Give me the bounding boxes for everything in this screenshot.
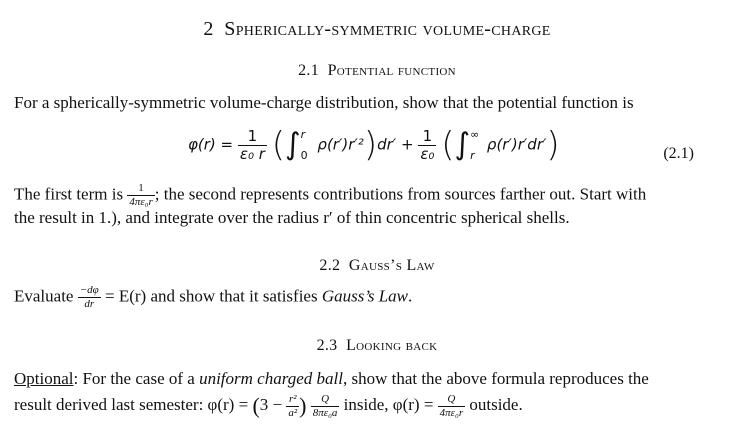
close-paren-1: ) xyxy=(363,125,378,165)
equation-2-1 xyxy=(188,125,560,165)
subsection-heading-2-1 xyxy=(0,62,754,80)
plus-sign: + xyxy=(400,135,414,154)
integral-limits-1: r 0 xyxy=(300,128,308,162)
optional-label: Optional xyxy=(14,369,74,388)
integrand-1: ρ(r′)r′² xyxy=(317,135,364,154)
subsection-title: Looking back xyxy=(346,337,438,354)
equation-frac-1: $\frac{1}{\text{ε₀ r}}$ xyxy=(239,126,265,163)
integrand-2: ρ(r′)r′dr′ xyxy=(486,135,547,154)
subsection-number: 2.3 xyxy=(316,337,338,354)
close-paren-2: ) xyxy=(546,125,560,165)
paragraph-first-term: The first term is $\frac{1}{\text{4πε₀r}}$ ; the second represents contributions from sources farther out. Start with xyxy=(14,182,647,208)
section-title: Spherically-symmetric volume-charge xyxy=(224,18,551,40)
paragraph-looking-back-line1: Optional: For the case of a uniform charged ball, show that the above formula reproduces the xyxy=(14,369,649,388)
subsection-heading-2-2 xyxy=(0,257,754,275)
open-paren-2: ( xyxy=(441,125,455,165)
integral-sign-1: ∫ xyxy=(285,127,301,162)
differential-1: dr′ xyxy=(377,135,397,154)
subsection-heading-2-3 xyxy=(0,337,754,355)
uniform-ball-text: uniform charged ball xyxy=(199,369,343,388)
open-paren: ( xyxy=(252,393,260,418)
frac-r-over-a: $\frac{\text{r²}}{\text{a²}}$ xyxy=(288,392,298,419)
section-number: 2 xyxy=(203,18,214,40)
subsection-title: Potential function xyxy=(327,62,456,79)
frac-q-inside: $\frac{Q}{\text{8πε₀a}}$ xyxy=(312,392,338,419)
inline-frac-derivative: $\frac{-d\varphi}{dr}$ xyxy=(79,284,99,310)
open-paren-1: ( xyxy=(271,125,285,165)
subsection-title: Gauss’s Law xyxy=(348,257,435,274)
gauss-law-text: Gauss’s Law xyxy=(321,286,408,306)
equation-number: (2.1) xyxy=(663,145,694,162)
intro-paragraph: For a spherically-symmetric volume-charge distribution, show that the potential function is xyxy=(14,93,634,112)
integral-sign-2: ∫ xyxy=(454,127,471,162)
paragraph-first-term-line2: the result in 1.), and integrate over the radius r′ of thin concentric spherical shells. xyxy=(14,208,570,227)
close-paren: ) xyxy=(299,393,307,418)
integral-limits-2: ∞ r xyxy=(470,128,480,162)
equation-lhs: φ(r) = xyxy=(188,135,234,154)
paragraph-looking-back-line2: result derived last semester: φ(r) = (3 − $\frac{\text{r²}}{\text{a²}}$ ) $\frac{Q}{\text{8πε₀a}}$ inside, φ(r) = $\frac{Q}{\text{4πε₀r}}$ outside. xyxy=(14,392,523,419)
subsection-number: 2.1 xyxy=(298,62,319,79)
section-heading xyxy=(0,18,754,41)
inline-frac-coulomb: $\frac{1}{\text{4πε₀r}}$ xyxy=(129,182,153,208)
paragraph-gauss: Evaluate $\frac{-d\varphi}{dr}$ = E(r) and show that it satisfies Gauss’s Law. xyxy=(14,284,413,310)
frac-q-outside: $\frac{Q}{\text{4πε₀r}}$ xyxy=(439,392,464,419)
equation-frac-2: $\frac{1}{\text{ε₀}}$ xyxy=(420,126,435,163)
subsection-number: 2.2 xyxy=(319,257,341,274)
